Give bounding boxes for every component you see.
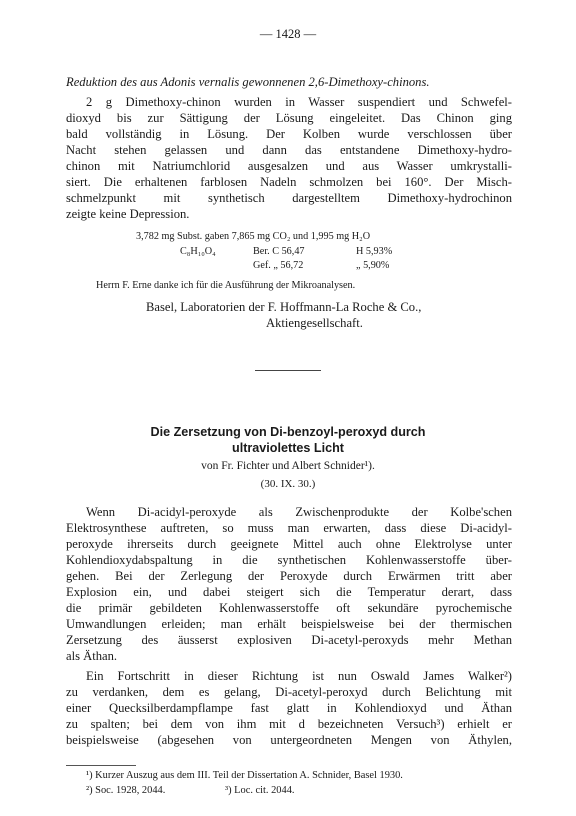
paragraph-line: siert. Die erhaltenen farblosen Nadeln schmolzen bei 160°. Der Misch- (66, 175, 512, 189)
article-date: (30. IX. 30.) (260, 478, 316, 490)
paragraph-line: 2 g Dimethoxy-chinon wurden in Wasser suspendiert und Schwefel- (86, 95, 512, 109)
article-title: Die Zersetzung von Di-benzoyl-peroxyd durch (150, 425, 426, 439)
analysis-calculated-h: H 5,93% (356, 246, 393, 257)
paragraph-line: dioxyd bis zur Sättigung der Lösung eingeleitet. Das Chinon ging (66, 111, 512, 125)
article-authors: von Fr. Fichter und Albert Schnider¹). (201, 460, 375, 472)
acknowledgement: Herrn F. Erne danke ich für die Ausführung der Mikroanalysen. (96, 280, 356, 291)
paragraph-line: einer Quecksilberdampflampe fast glatt in Kohlendioxyd und Äthan (66, 701, 512, 715)
analysis-found-h: „ 5,90% (356, 260, 390, 271)
paragraph-line: Explosion ein, und dabei steigert sich die Temperatur derart, dass (66, 585, 512, 599)
page-number: — 1428 — (259, 27, 317, 41)
affiliation: Aktiengesellschaft. (266, 316, 363, 330)
paragraph-line: Elektrosynthese auftreten, so muss man erwarten, dass diese Di-acidyl- (66, 521, 512, 535)
paragraph-line: Zersetzung des äusserst explosiven Di-acetyl-peroxyds mehr Methan (66, 633, 512, 647)
footnote-divider (66, 765, 136, 766)
paragraph-line: Nacht stehen gelassen und dann das entstandene Dimethoxy-hydro- (66, 143, 512, 157)
paragraph-line: chinon mit Natriumchlorid ausgesalzen und aus Wasser umkrystalli- (66, 159, 512, 173)
paragraph-line: zu verdanken, dem es gelang, Di-acetyl-peroxyd durch Belichtung mit (66, 685, 512, 699)
footnote: ³) Loc. cit. 2044. (225, 785, 295, 796)
paragraph-line: Kohlendioxydabspaltung in die synthetischen Kohlenwasserstoffe über- (66, 553, 512, 567)
paragraph-line: die primär gebildeten Kohlenwasserstoffe oft sekundäre pyrochemische (66, 601, 512, 615)
paragraph-line: zeigte keine Depression. (66, 207, 190, 221)
paragraph-line: bald vollständig in Lösung. Der Kolben wurde verschlossen über (66, 127, 512, 141)
paragraph-line: zu spalten; bei dem von ihm mit d bezeichneten Versuch³) erhielt er (66, 717, 512, 731)
paragraph-line: Ein Fortschritt in dieser Richtung ist nun Oswald James Walker²) (86, 669, 512, 683)
section-divider (255, 370, 321, 371)
paragraph-line: peroxyde ihrerseits durch geeignete Mittel auch ohne Elektrolyse unter (66, 537, 512, 551)
footnote: ²) Soc. 1928, 2044. (86, 785, 166, 796)
analysis-calculated: Ber. C 56,47 (253, 246, 305, 257)
analysis-found: Gef. „ 56,72 (253, 260, 304, 271)
analysis-line: 3,782 mg Subst. gaben 7,865 mg CO₂ und 1,995 mg H₂O (136, 231, 371, 242)
paragraph-line: schmelzpunkt mit synthetisch dargestelltem Dimethoxy-hydrochinon (66, 191, 512, 205)
paragraph-line: als Äthan. (66, 649, 118, 663)
analysis-formula: C₈H₁₀O₄ (180, 246, 216, 257)
footnote: ¹) Kurzer Auszug aus dem III. Teil der Dissertation A. Schnider, Basel 1930. (86, 770, 403, 781)
paragraph-line: Umwandlungen erleiden; man erhält beispielsweise bei der thermischen (66, 617, 512, 631)
paragraph-line: Wenn Di-acidyl-peroxyde als Zwischenprodukte der Kolbe'schen (86, 505, 512, 519)
section-heading: Reduktion des aus Adonis vernalis gewonnenen 2,6-Dimethoxy-chinons. (66, 75, 430, 89)
article-title: ultraviolettes Licht (232, 441, 344, 455)
affiliation: Basel, Laboratorien der F. Hoffmann-La Roche & Co., (146, 300, 422, 314)
paragraph-line: beispielsweise (abgesehen von untergeordneten Mengen von Äthylen, (66, 733, 512, 747)
paragraph-line: gehen. Bei der Zerlegung der Peroxyde durch Erwärmen tritt aber (66, 569, 512, 583)
